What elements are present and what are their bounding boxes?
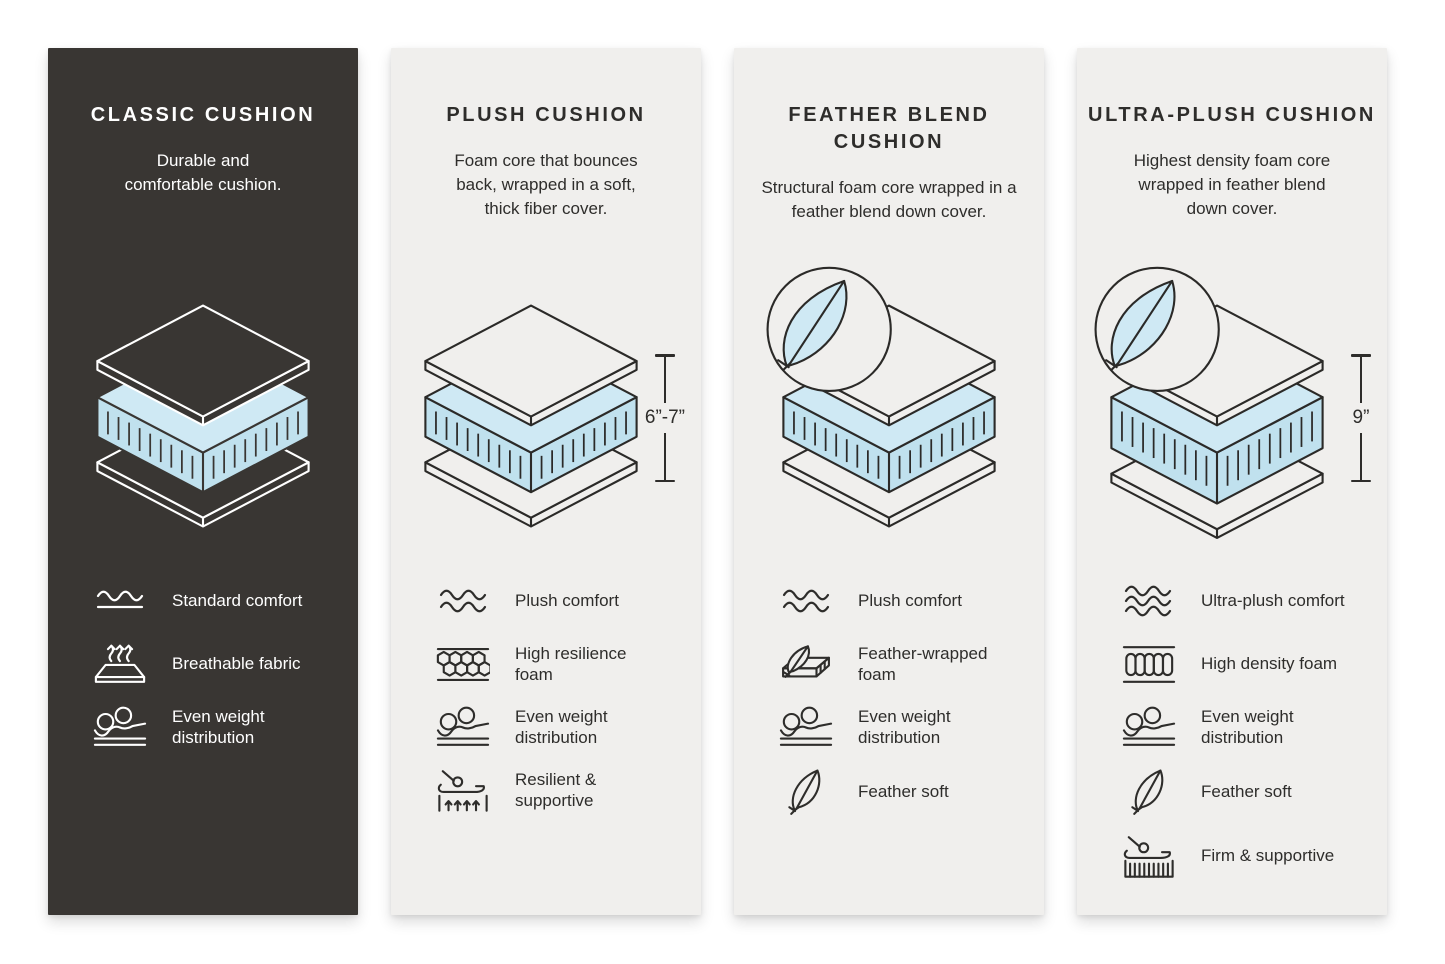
feature-list [391,578,701,830]
feature-wave-double [778,578,1028,624]
card-plush-cushion [391,48,701,915]
honeycomb-foam-icon [435,646,491,683]
measure-cap-bottom [655,480,675,483]
feather-badge [1096,268,1219,391]
feature-feather [778,767,1028,816]
card-title: CLASSIC CUSHION [90,104,316,126]
card-title: PLUSH CUSHION [446,104,646,126]
even-weight-icon [435,706,491,749]
feature-even-weight [435,704,685,750]
even-weight-icon [778,706,834,749]
feature-feather-foam [778,641,1028,687]
cushion-layers-illustration [1085,266,1349,545]
feature-wave-single [92,578,342,624]
feature-label: Feather soft [858,781,949,801]
measure-line [664,433,667,480]
feature-feather [1121,767,1371,816]
card-header [48,48,358,266]
card-description: Foam core that bounces back, wrapped in a soft, thick fiber cover. [454,151,638,219]
cushion-diagram [391,266,701,578]
feature-label: Even weight distribution [1201,706,1294,747]
measure-line [664,357,667,404]
card-ultra-plush-cushion [1077,48,1387,915]
feature-even-weight [1121,704,1371,750]
wave-single-icon [92,586,148,616]
measure-cap-bottom [1351,480,1371,483]
person-firm-icon [1121,833,1177,879]
feature-list [1077,578,1387,896]
wave-triple-icon [1121,583,1177,620]
feather-icon [778,767,834,816]
measure-label: 9” [1352,407,1370,428]
feather-badge [768,268,891,391]
feature-label: Even weight distribution [172,706,265,747]
card-description: Structural foam core wrapped in a feather blend down cover. [761,178,1017,222]
feature-label: Plush comfort [515,591,619,611]
feather-icon [1121,767,1177,816]
feature-even-weight [92,704,342,750]
capsule-foam-icon [1121,644,1177,685]
card-title: FEATHER BLEND CUSHION [788,104,990,153]
measure-line [1360,433,1363,480]
feature-label: Even weight distribution [515,706,608,747]
card-title: ULTRA-PLUSH CUSHION [1088,104,1376,126]
cushion-diagram [48,266,358,578]
card-header [1077,48,1387,266]
feature-label: Resilient & supportive [515,769,597,810]
card-header [391,48,701,266]
cushion-layers-illustration [71,266,335,545]
feature-list [734,578,1044,833]
feature-person-firm [1121,833,1371,879]
feature-label: Plush comfort [858,591,962,611]
card-description: Durable and comfortable cushion. [124,151,282,195]
even-weight-icon [92,706,148,749]
feature-wave-double [435,578,685,624]
feature-capsule-foam [1121,641,1371,687]
feature-label: Ultra-plush comfort [1201,591,1345,611]
cushion-diagram [734,266,1044,578]
feature-label: Feather-wrapped foam [858,643,988,684]
person-support-icon [435,768,491,813]
feature-label: Standard comfort [172,591,303,611]
card-feather-blend-cushion [734,48,1044,915]
cushion-layers-illustration [399,266,663,545]
feature-wave-triple [1121,578,1371,624]
measure-line [1360,357,1363,404]
card-header [734,48,1044,266]
feature-breathable-fabric [92,641,342,687]
even-weight-icon [1121,706,1177,749]
feature-person-support [435,767,685,813]
feature-list [48,578,358,767]
wave-double-icon [435,586,491,617]
feature-label: Even weight distribution [858,706,951,747]
feature-honeycomb-foam [435,641,685,687]
cushion-diagram [1077,266,1387,578]
feature-label: Firm & supportive [1201,846,1335,866]
feature-label: Breathable fabric [172,654,301,674]
height-measurement [645,354,685,482]
card-classic-cushion [48,48,358,915]
card-description: Highest density foam core wrapped in feather blend down cover. [1133,151,1331,219]
measure-label: 6”-7” [644,407,685,428]
cushion-layers-illustration [757,266,1021,545]
feature-label: High density foam [1201,654,1338,674]
feature-even-weight [778,704,1028,750]
feature-label: High resilience foam [515,643,627,684]
height-measurement [1351,354,1371,482]
wave-double-icon [778,586,834,617]
breathable-fabric-icon [92,643,148,686]
feather-foam-icon [778,643,834,685]
feature-label: Feather soft [1201,781,1292,801]
